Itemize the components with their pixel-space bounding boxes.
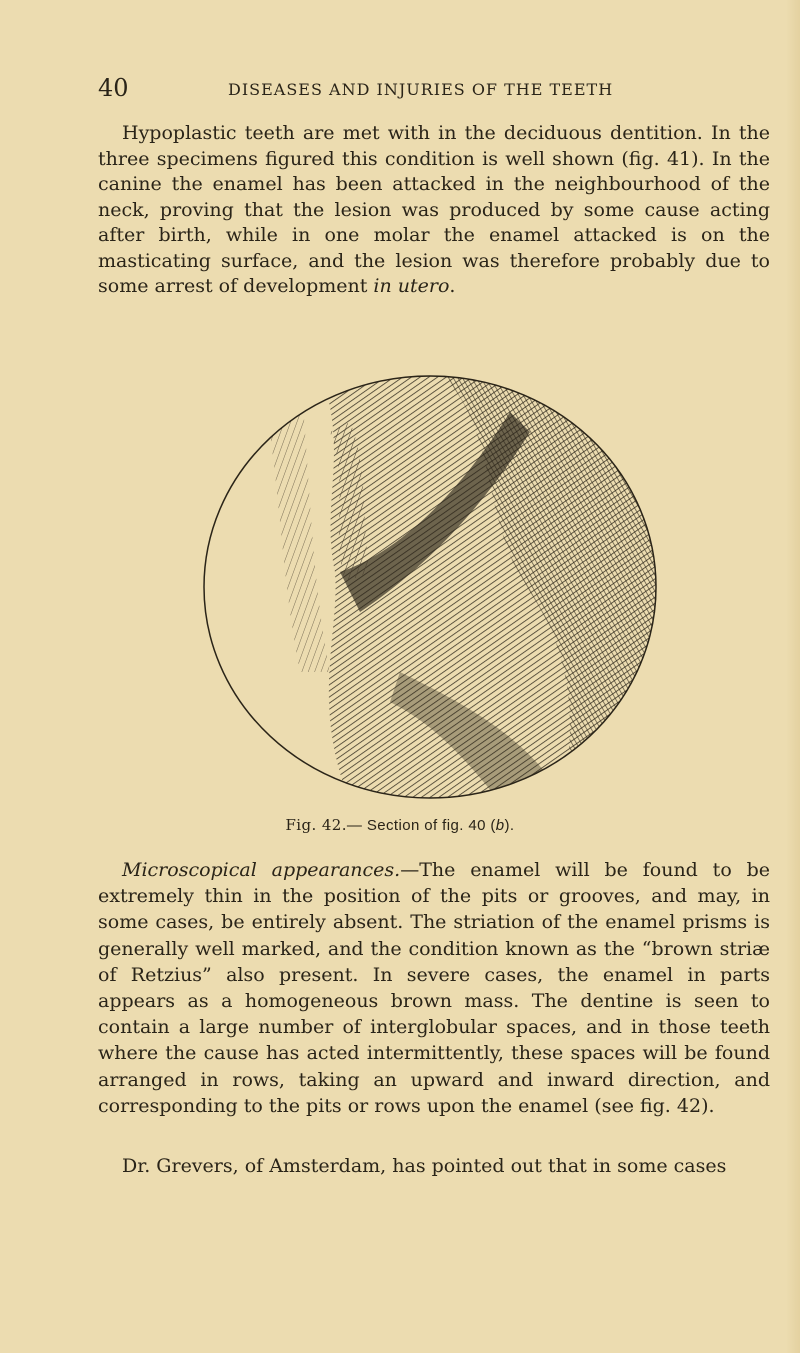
- page-edge: [786, 0, 800, 1353]
- paragraph1-italic: in utero: [373, 275, 450, 297]
- paragraph3-text: Dr. Grevers, of Amsterdam, has pointed out that in some cases: [122, 1155, 727, 1177]
- page-header: [98, 74, 758, 104]
- figure-caption: [0, 816, 800, 834]
- figure-caption-text: — Section of fig. 40 (: [346, 817, 496, 834]
- section-illustration: [200, 372, 660, 802]
- paragraph-hypoplastic-teeth: [98, 121, 770, 300]
- figure-caption-end: ).: [504, 817, 515, 834]
- paragraph2-text: —The enamel will be found to be extremely thin in the position of the pits or grooves, and may, in some cases, be entirely absent. The striation of the enamel prisms is generally well marked, and the condition known as the “brown striæ of Retzius” also present. In severe cases, the enamel in parts appears as a homogeneous brown mass. The dentine is seen to contain a large number of interglobular spaces, and in those teeth where the cause has acted intermittently, these spaces will be found arranged in rows, taking an upward and inward direction, and corresponding to the pits or rows upon the enamel (see fig. 42).: [98, 859, 770, 1117]
- figure-caption-italic: b: [495, 817, 505, 834]
- paragraph-grevers: [98, 1154, 770, 1180]
- paragraph1-end: .: [449, 275, 456, 297]
- paragraph-microscopical-appearances: [98, 857, 770, 1119]
- figure-label: Fig. 42.: [285, 816, 347, 834]
- paragraph1-text: Hypoplastic teeth are met with in the deciduous dentition. In the three specimens figured this condition is well shown (fig. 41). In the canine the enamel has been attacked in the neighbourhood of the neck, proving that the lesion was produced by some cause acting after birth, while in one molar the enamel attacked is on the masticating surface, and the lesion was therefore probably due to some arrest of development: [98, 122, 770, 297]
- page-number: 40: [98, 74, 129, 102]
- running-title: DISEASES AND INJURIES OF THE TEETH: [228, 80, 614, 99]
- paragraph2-italic-lead: Microscopical appearances.: [122, 859, 401, 881]
